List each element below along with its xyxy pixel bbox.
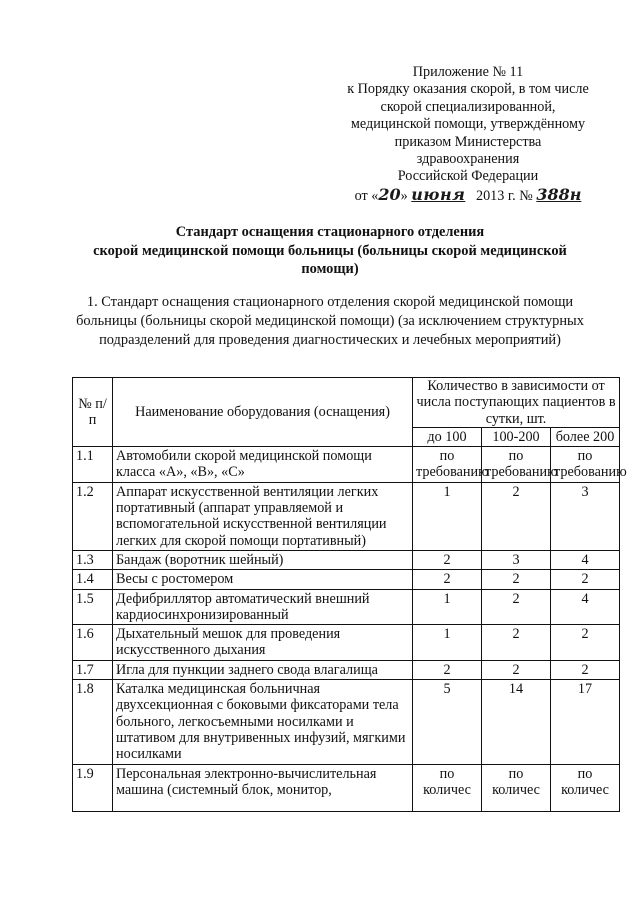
row-name: Дефибриллятор автоматический внешний кардиосинхронизированный (113, 589, 413, 625)
appendix-line: здравоохранения (416, 151, 520, 168)
table-row (73, 550, 620, 569)
row-qty: по требованию (413, 447, 482, 483)
row-qty: 14 (482, 680, 551, 764)
row-qty: 1 (413, 482, 482, 550)
row-qty: по количес (482, 764, 551, 811)
row-qty: 1 (413, 625, 482, 661)
row-qty: 2 (551, 660, 620, 679)
row-qty: 2 (482, 570, 551, 589)
row-qty: 2 (551, 570, 620, 589)
appendix-line: медицинской помощи, утверждённому (350, 116, 586, 133)
order-prefix: от « (354, 187, 379, 204)
appendix-line: Приложение № 11 (412, 64, 524, 80)
order-year: 2013 г. № (475, 187, 533, 204)
row-qty: 3 (482, 550, 551, 569)
row-qty: 2 (482, 625, 551, 661)
row-qty: по количес (413, 764, 482, 811)
row-qty: по требованию (482, 447, 551, 483)
appendix-line: приказом Министерства (394, 133, 542, 150)
row-num: 1.8 (73, 680, 113, 764)
row-qty: 4 (551, 550, 620, 569)
header-quantity: Количество в зависимости от числа поступающих пациентов в сутки, шт. (413, 378, 620, 428)
row-qty: 17 (551, 680, 620, 764)
row-qty: 2 (413, 570, 482, 589)
row-name: Игла для пункции заднего свода влагалища (113, 660, 413, 679)
row-qty: 2 (551, 625, 620, 661)
row-name: Дыхательный мешок для проведения искусственного дыхания (113, 625, 413, 661)
table-row (73, 625, 620, 661)
title-line-2: скорой медицинской помощи больницы (больницы скорой медицинской (93, 242, 567, 259)
row-qty: 2 (482, 660, 551, 679)
table-row (73, 447, 620, 483)
row-qty: по требованию (551, 447, 620, 483)
document-title (70, 223, 590, 279)
row-name: Бандаж (воротник шейный) (113, 550, 413, 569)
row-num: 1.4 (73, 570, 113, 589)
row-name: Персональная электронно-вычислительная машина (системный блок, монитор, (113, 764, 413, 811)
table-row (73, 570, 620, 589)
header-sub-2: 100-200 (482, 427, 551, 446)
table-row (73, 589, 620, 625)
row-name: Аппарат искусственной вентиляции легких портативный (аппарат управляемой и вспомогательной искусственной вентиляции легких для скорой помощи портативный) (113, 482, 413, 550)
row-num: 1.6 (73, 625, 113, 661)
table-row (73, 764, 620, 811)
title-line-3: помощи) (301, 261, 359, 277)
row-qty: 5 (413, 680, 482, 764)
row-num: 1.5 (73, 589, 113, 625)
appendix-line: скорой специализированной, (380, 98, 556, 115)
row-qty: 3 (551, 482, 620, 550)
row-qty: 4 (551, 589, 620, 625)
row-qty: 2 (482, 482, 551, 550)
equipment-table (72, 377, 627, 812)
row-name: Каталка медицинская больничная двухсекционная с боковыми фиксаторами тела больного, легкосъемными носилками и штативом для внутривенных инфузий, мягкими носилками (113, 680, 413, 764)
appendix-block (334, 64, 602, 205)
header-num: № п/п (73, 378, 113, 447)
appendix-line: к Порядку оказания скорой, в том числе (347, 81, 589, 98)
row-qty: 1 (413, 589, 482, 625)
row-num: 1.3 (73, 550, 113, 569)
row-num: 1.1 (73, 447, 113, 483)
row-num: 1.2 (73, 482, 113, 550)
order-day-handwritten: 20 (378, 184, 401, 204)
appendix-line: Российской Федерации (397, 168, 539, 185)
order-month-handwritten: июня (411, 184, 466, 204)
order-close-quote: » (400, 187, 408, 204)
row-name: Автомобили скорой медицинской помощи класса «А», «В», «С» (113, 447, 413, 483)
row-num: 1.9 (73, 764, 113, 811)
header-sub-1: до 100 (413, 427, 482, 446)
row-qty: 2 (413, 660, 482, 679)
row-qty: по количес (551, 764, 620, 811)
section-heading: 1. Стандарт оснащения стационарного отделения скорой медицинской помощи больницы (больницы скорой медицинской помощи) (за исключением структурных подразделений для проведения диагностических и лечебных мероприятий) (76, 294, 584, 348)
row-num: 1.7 (73, 660, 113, 679)
header-sub-3: более 200 (551, 427, 620, 446)
table-row (73, 482, 620, 550)
row-qty: 2 (482, 589, 551, 625)
header-name: Наименование оборудования (оснащения) (113, 378, 413, 447)
table-row (73, 660, 620, 679)
title-line-1: Стандарт оснащения стационарного отделения (175, 224, 485, 240)
row-name: Весы с ростомером (113, 570, 413, 589)
order-number-handwritten: 388н (536, 184, 582, 204)
order-date-line (334, 186, 602, 205)
table-header-row (73, 378, 620, 428)
table-row (73, 680, 620, 764)
row-qty: 2 (413, 550, 482, 569)
